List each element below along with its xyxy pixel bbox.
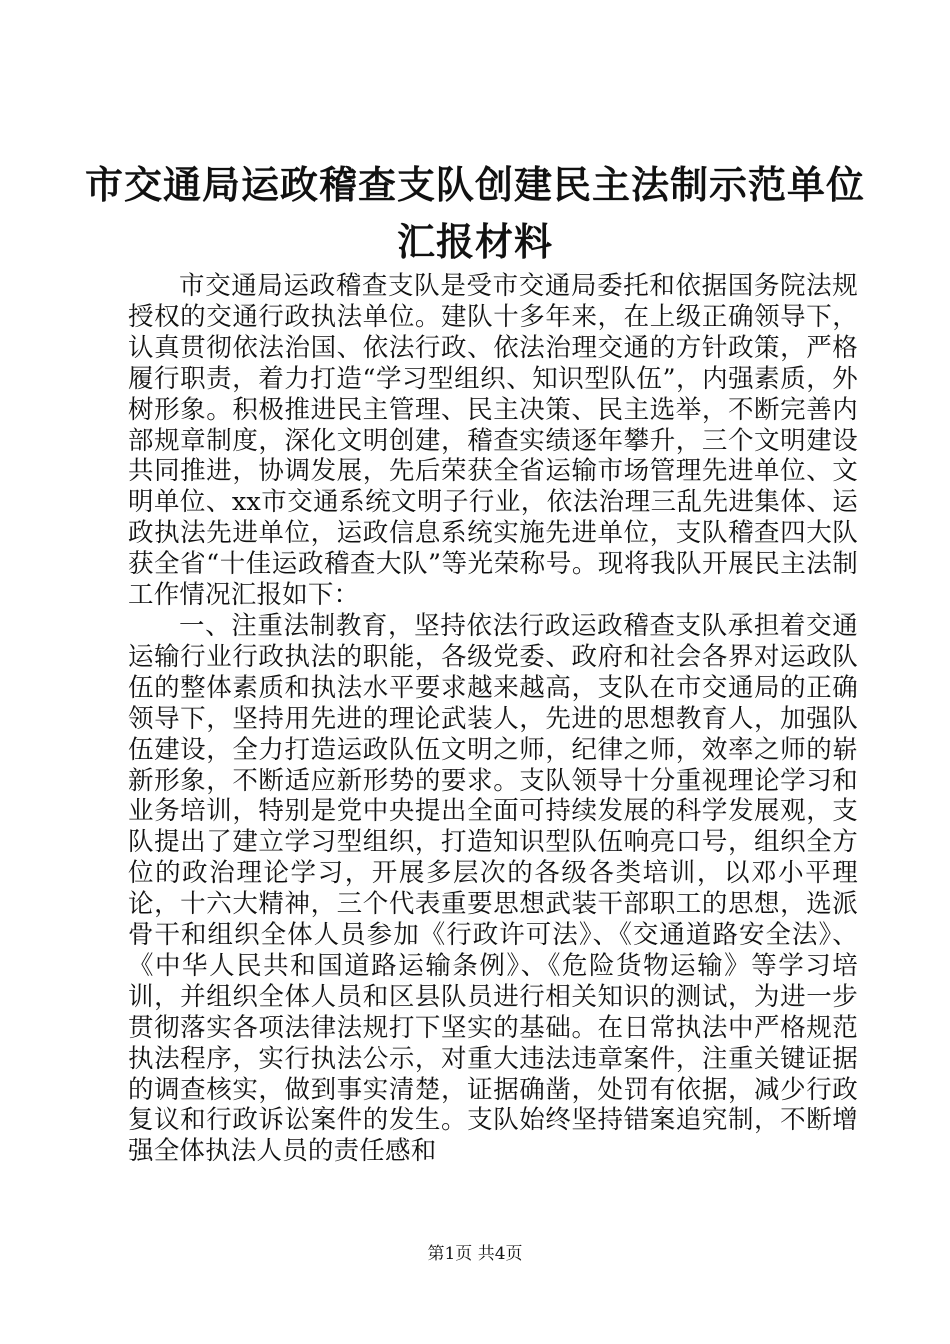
paragraph-intro: 市交通局运政稽查支队是受市交通局委托和依据国务院法规授权的交通行政执法单位。建队十多年来，在上级正确领导下，认真贯彻依法治国、依法行政、依法治理交通的方针政策，严格履行职责，着力打造“学习型组织、知识型队伍”，内强素质，外树形象。积极推进民主管理、民主决策、民主选举，不断完善内部规章制度，深化文明创建，稽查实绩逐年攀升，三个文明建设共同推进，协调发展，先后荣获全省运输市场管理先进单位、文明单位、xx市交通系统文明子行业，依法治理三乱先进集体、运政执法先进单位，运政信息系统实施先进单位，支队稽查四大队获全省“十佳运政稽查大队”等光荣称号。现将我队开展民主法制工作情况汇报如下： — [128, 271, 858, 611]
paragraph-section-1: 一、注重法制教育，坚持依法行政运政稽查支队承担着交通运输行业行政执法的职能，各级党委、政府和社会各界对运政队伍的整体素质和执法水平要求越来越高，支队在市交通局的正确领导下，坚持用先进的理论武装人，先进的思想教育人，加强队伍建设，全力打造运政队伍文明之师，纪律之师，效率之师的崭新形象，不断适应新形势的要求。支队领导十分重视理论学习和业务培训，特别是党中央提出全面可持续发展的科学发展观，支队提出了建立学习型组织，打造知识型队伍响亮口号，组织全方位的政治理论学习，开展多层次的各级各类培训，以邓小平理论，十六大精神，三个代表重要思想武装干部职工的思想，选派骨干和组织全体人员参加《行政许可法》、《交通道路安全法》、《中华人民共和国道路运输条例》、《危险货物运输》等学习培训，并组织全体人员和区县队员进行相关知识的测试，为进一步贯彻落实各项法律法规打下坚实的基础。在日常执法中严格规范执法程序，实行执法公示，对重大违法违章案件，注重关键证据的调查核实，做到事实清楚，证据确凿，处罚有依据，减少行政复议和行政诉讼案件的发生。支队始终坚持错案追究制，不断增强全体执法人员的责任感和 — [128, 610, 858, 1167]
document-body — [128, 271, 858, 1167]
document-title-line1: 市交通局运政稽查支队创建民主法制示范单位 — [84, 162, 865, 207]
page-footer: 第1页 共4页 — [427, 1244, 523, 1264]
document-title-line2: 汇报材料 — [396, 219, 553, 264]
